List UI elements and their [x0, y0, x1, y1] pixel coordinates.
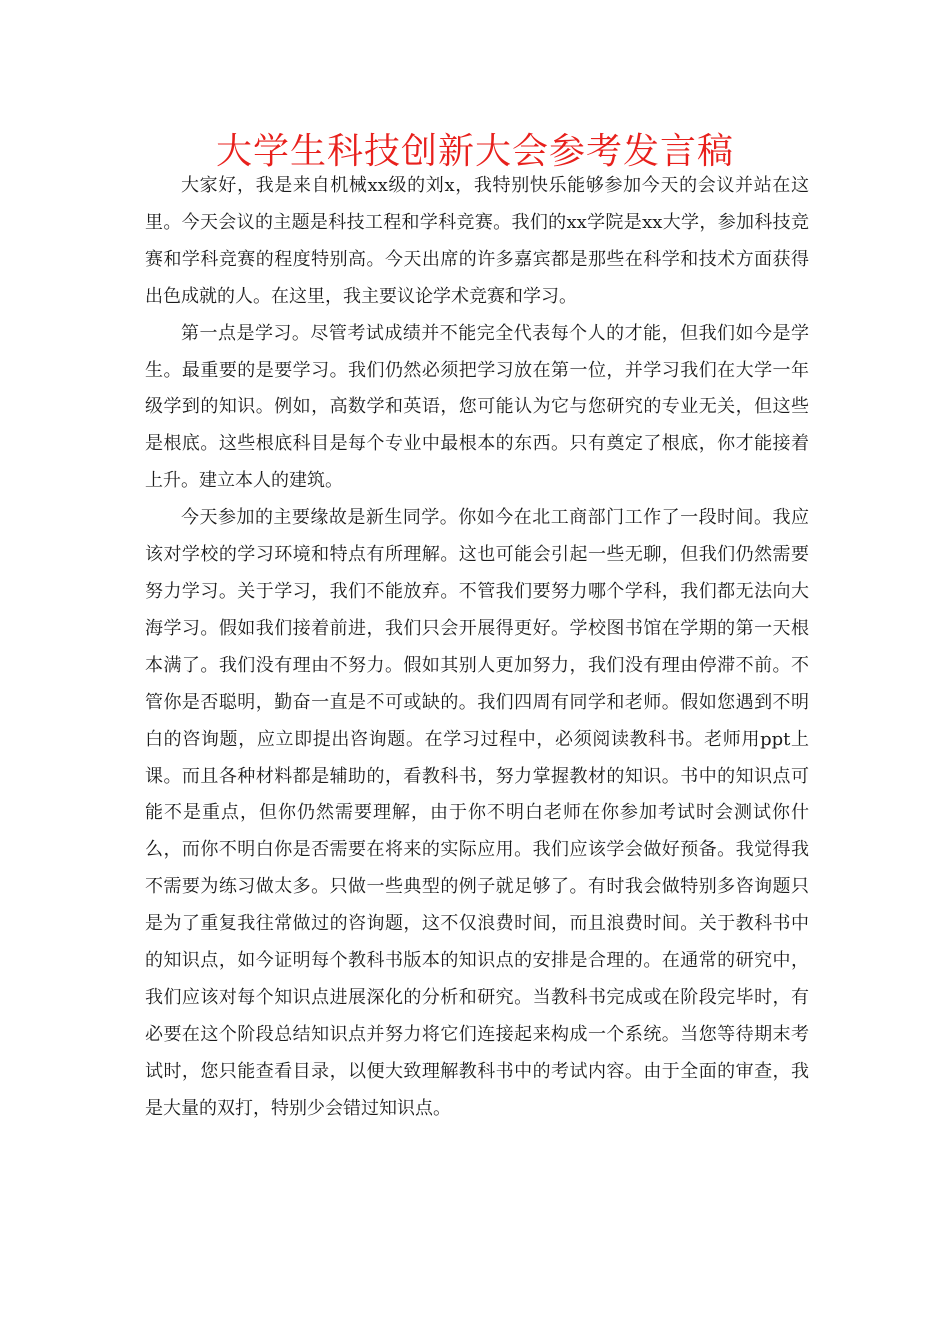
paragraph-intro: 大家好，我是来自机械xx级的刘x，我特别快乐能够参加今天的会议并站在这里。今天会议的主题是科技工程和学科竞赛。我们的xx学院是xx大学，参加科技竞赛和学科竞赛的程度特别高。今天出席的许多嘉宾都是那些在科学和技术方面获得出色成就的人。在这里，我主要议论学术竞赛和学习。 [145, 175, 809, 307]
paragraph-study-first: 第一点是学习。尽管考试成绩并不能完全代表每个人的才能，但我们如今是学生。最重要的是要学习。我们仍然必须把学习放在第一位，并学习我们在大学一年级学到的知识。例如，高数学和英语，您可能认为它与您研究的专业无关，但这些是根底。这些根底科目是每个专业中最根本的东西。只有奠定了根底，你才能接着上升。建立本人的建筑。 [145, 322, 809, 492]
document-body [145, 168, 809, 1128]
document-title: 大学生科技创新大会参考发言稿 [215, 131, 734, 172]
paragraph-freshmen: 今天参加的主要缘故是新生同学。你如今在北工商部门工作了一段时间。我应该对学校的学习环境和特点有所理解。这也可能会引起一些无聊，但我们仍然需要努力学习。关于学习，我们不能放弃。不管我们要努力哪个学科，我们都无法向大海学习。假如我们接着前进，我们只会开展得更好。学校图书馆在学期的第一天根本满了。我们没有理由不努力。假如其别人更加努力，我们没有理由停滞不前。不管你是否聪明，勤奋一直是不可或缺的。我们四周有同学和老师。假如您遇到不明白的咨询题，应立即提出咨询题。在学习过程中，必须阅读教科书。老师用ppt上课。而且各种材料都是辅助的，看教科书，努力掌握教材的知识。书中的知识点可能不是重点，但你仍然需要理解，由于你不明白老师在你参加考试时会测试你什么，而你不明白你是否需要在将来的实际应用。我们应该学会做好预备。我觉得我不需要为练习做太多。只做一些典型的例子就足够了。有时我会做特别多咨询题只是为了重复我往常做过的咨询题，这不仅浪费时间，而且浪费时间。关于教科书中的知识点，如今证明每个教科书版本的知识点的安排是合理的。在通常的研究中，我们应该对每个知识点进展深化的分析和研究。当教科书完成或在阶段完毕时，有必要在这个阶段总结知识点并努力将它们连接起来构成一个系统。当您等待期末考试时，您只能查看目录，以便大致理解教科书中的考试内容。由于全面的审查，我是大量的双打，特别少会错过知识点。 [145, 507, 809, 1119]
